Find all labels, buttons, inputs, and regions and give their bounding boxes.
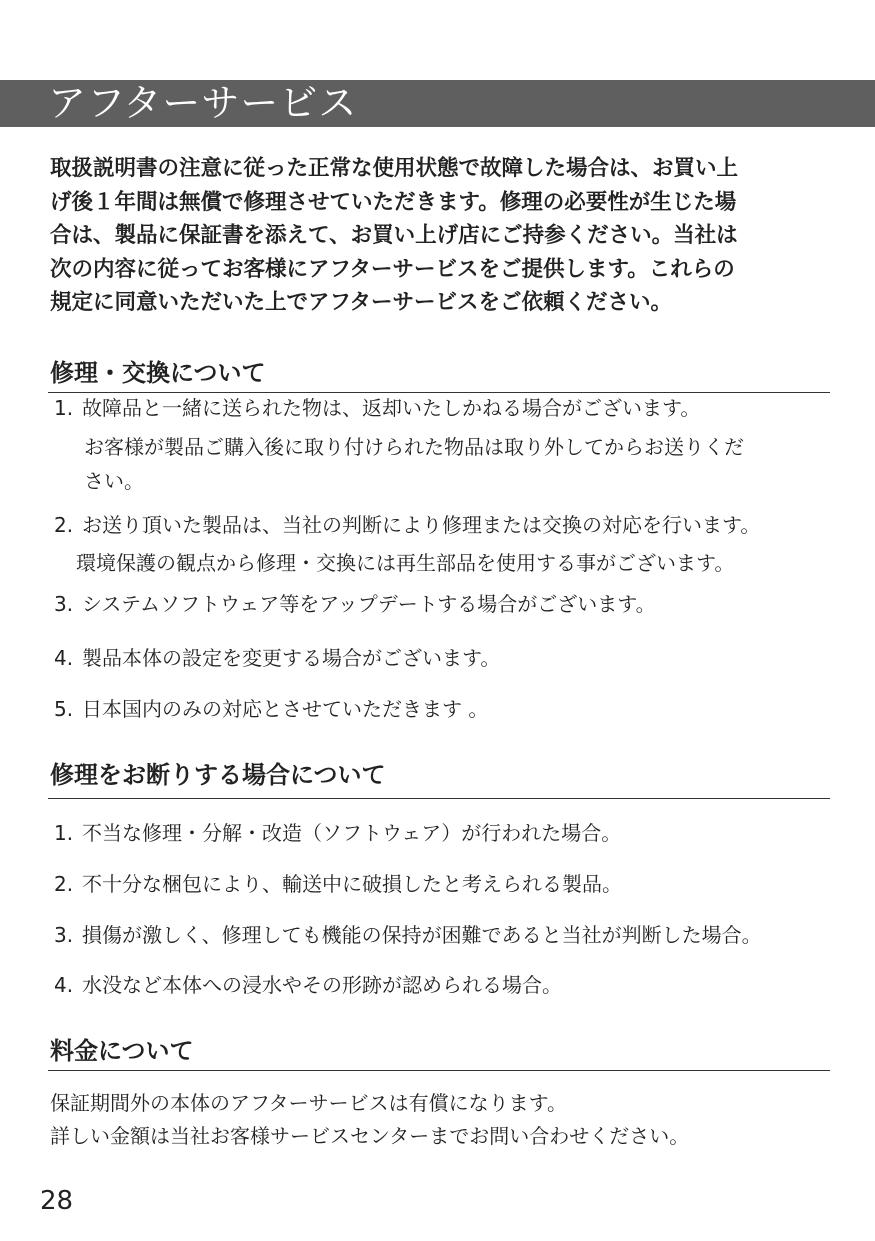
list-item bbox=[54, 920, 762, 950]
intro-paragraph bbox=[50, 152, 840, 320]
list-item-text: 不十分な梱包により、輸送中に破損したと考えられる製品。 bbox=[82, 872, 622, 896]
page-number: 28 bbox=[40, 1186, 74, 1216]
list-item-number: 2. bbox=[54, 872, 74, 896]
page-title-bar bbox=[0, 80, 875, 127]
list-item-number: 4. bbox=[54, 646, 74, 670]
list-item-number: 1. bbox=[54, 396, 74, 420]
section-heading-fees: 料金について bbox=[50, 1037, 194, 1065]
list-item-text: 故障品と一緒に送られた物は、返却いたしかねる場合がございます。 bbox=[82, 396, 701, 420]
list-item-continuation: 環境保護の観点から修理・交換には再生部品を使用する事がございます。 bbox=[76, 551, 735, 575]
section-divider bbox=[48, 798, 830, 799]
list-item-number: 4. bbox=[54, 973, 74, 997]
list-item-text: 損傷が激しく、修理しても機能の保持が困難であると当社が判断した場合。 bbox=[82, 923, 762, 947]
list-item-text: システムソフトウェア等をアップデートする場合がございます。 bbox=[82, 592, 656, 616]
list-item-number: 5. bbox=[54, 697, 74, 721]
list-item-number: 3. bbox=[54, 923, 74, 947]
list-item-text: 水没など本体への浸水やその形跡が認められる場合。 bbox=[82, 973, 562, 997]
list-item-number: 2. bbox=[54, 513, 74, 537]
list-item-text: お送り頂いた製品は、当社の判断により修理または交換の対応を行います。 bbox=[82, 513, 761, 537]
list-item-text: 日本国内のみの対応とさせていただきます 。 bbox=[82, 697, 489, 721]
section-heading-refusal: 修理をお断りする場合について bbox=[50, 761, 386, 789]
intro-line: 次の内容に従ってお客様にアフターサービスをご提供します。これらの bbox=[50, 256, 735, 282]
fees-line: 詳しい金額は当社お客様サービスセンターまでお問い合わせください。 bbox=[50, 1124, 690, 1148]
list-item-number: 3. bbox=[54, 592, 74, 616]
list-item-continuation: お客様が製品ご購入後に取り付けられた物品は取り外してからお送りくだ bbox=[84, 435, 744, 459]
list-item-text: 製品本体の設定を変更する場合がございます。 bbox=[82, 646, 501, 670]
section-divider bbox=[48, 1070, 830, 1071]
list-item bbox=[54, 970, 562, 1000]
list-item-number: 1. bbox=[54, 821, 74, 845]
section-heading-repair-exchange: 修理・交換について bbox=[50, 359, 266, 387]
list-item bbox=[54, 510, 760, 540]
intro-line: げ後１年間は無償で修理させていただきます。修理の必要性が生じた場 bbox=[50, 189, 737, 215]
list-item bbox=[54, 694, 488, 724]
list-item bbox=[54, 818, 621, 848]
fees-line: 保証期間外の本体のアフターサービスは有償になります。 bbox=[50, 1091, 567, 1115]
list-item bbox=[54, 589, 656, 619]
page-title: アフターサービス bbox=[48, 81, 358, 125]
list-item bbox=[54, 643, 500, 673]
list-item-text: 不当な修理・分解・改造（ソフトウェア）が行われた場合。 bbox=[82, 821, 622, 845]
intro-line: 規定に同意いただいた上でアフターサービスをご依頼ください。 bbox=[50, 290, 672, 315]
list-item bbox=[54, 393, 700, 423]
intro-line: 取扱説明書の注意に従った正常な使用状態で故障した場合は、お買い上 bbox=[50, 156, 739, 181]
list-item bbox=[54, 869, 622, 899]
intro-line: 合は、製品に保証書を添えて、お買い上げ店にご持参ください。当社は bbox=[50, 223, 738, 248]
list-item-continuation: さい。 bbox=[84, 469, 144, 493]
